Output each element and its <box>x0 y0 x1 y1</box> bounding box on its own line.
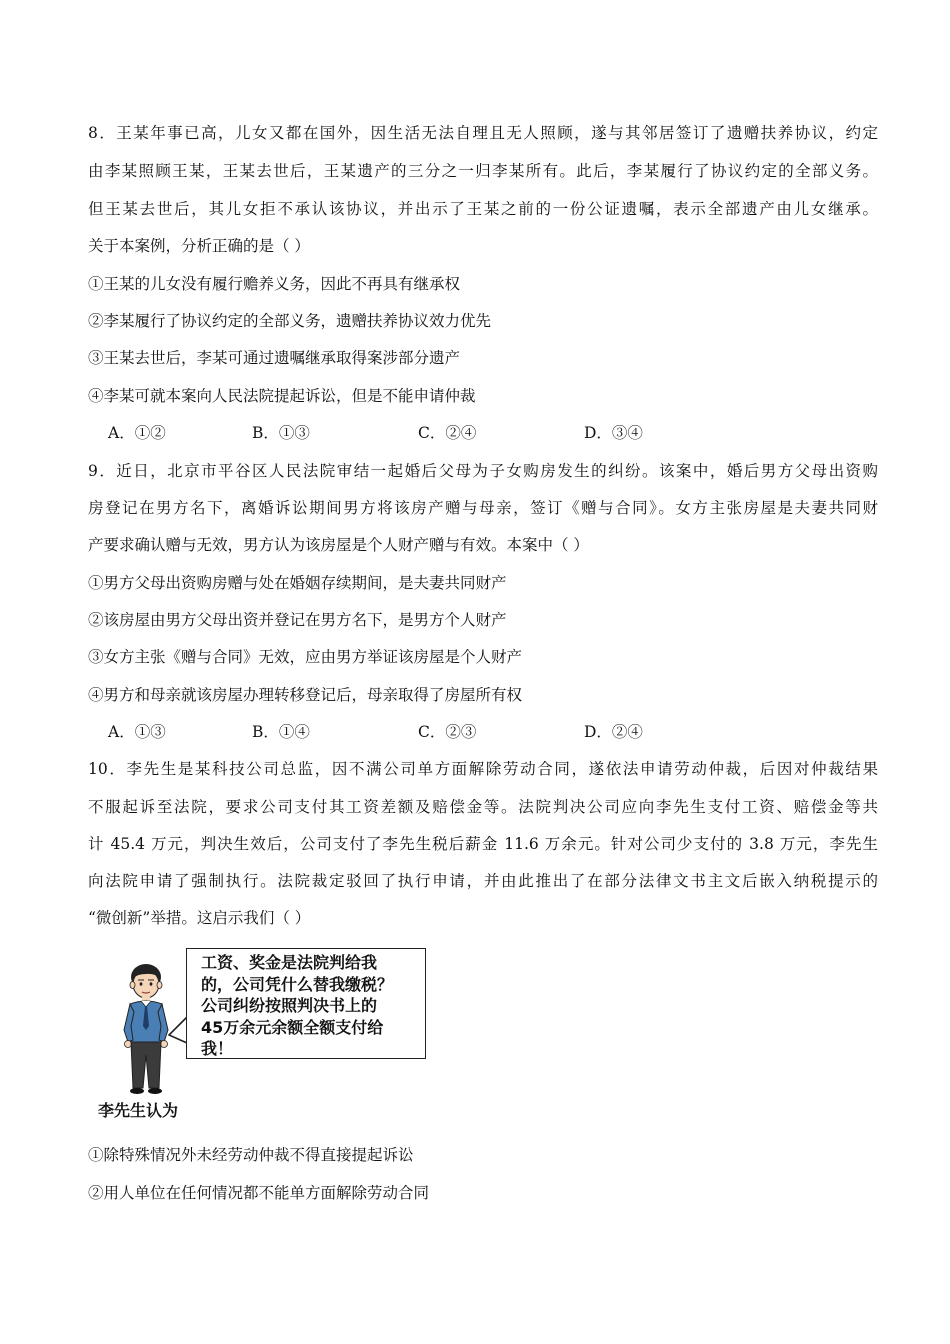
q10-line-1: 10．李先生是某科技公司总监，因不满公司单方面解除劳动合同，遂依法申请劳动仲裁，后因对仲裁结果 <box>88 760 878 778</box>
q8-option-c[interactable]: C．②④ <box>418 424 477 442</box>
q10-statement-1: ①除特殊情况外未经劳动仲裁不得直接提起诉讼 <box>88 1146 414 1164</box>
bubble-line-3: 公司纠纷按照判决书上的 <box>201 996 378 1015</box>
q8-statement-4: ④李某可就本案向人民法院提起诉讼，但是不能申请仲裁 <box>88 387 476 405</box>
speech-bubble <box>186 948 426 1059</box>
q8-statement-3: ③王某去世后，李某可通过遗嘱继承取得案涉部分遗产 <box>88 349 461 367</box>
q8-option-b[interactable]: B．①③ <box>252 424 310 442</box>
q9-line-2: 房登记在男方名下，离婚诉讼期间男方将该房产赠与母亲，签订《赠与合同》。女方主张房屋是夫妻共同财 <box>88 499 878 517</box>
bubble-line-1: 工资、奖金是法院判给我 <box>201 953 378 972</box>
q8-line-2: 由李某照顾王某，王某去世后，王某遗产的三分之一归李某所有。此后，李某履行了协议约定的全部义务。 <box>88 162 878 180</box>
q10-statement-2: ②用人单位在任何情况都不能单方面解除劳动合同 <box>88 1184 430 1202</box>
q9-options <box>0 722 950 742</box>
q8-line-4: 关于本案例，分析正确的是（ ） <box>88 237 310 255</box>
q10-line-5: “微创新”举措。这启示我们（ ） <box>88 909 311 927</box>
speech-bubble-text <box>201 952 421 1060</box>
figure-caption: 李先生认为 <box>98 1101 179 1120</box>
q8-option-d[interactable]: D．③④ <box>584 424 643 442</box>
q10-line-4: 向法院申请了强制执行。法院裁定驳回了执行申请，并由此推出了在部分法律文书主文后嵌入纳税提示的 <box>88 872 878 890</box>
q8-options <box>0 423 950 443</box>
cartoon-figure <box>88 945 448 1130</box>
q8-line-3: 但王某去世后，其儿女拒不承认该协议，并出示了王某之前的一份公证遗嘱，表示全部遗产由儿女继承。 <box>88 200 878 218</box>
q8-line-1: 8．王某年事已高，儿女又都在国外，因生活无法自理且无人照顾，遂与其邻居签订了遗赠扶养协议，约定 <box>88 124 878 142</box>
q9-option-d[interactable]: D．②④ <box>584 723 643 741</box>
bubble-line-2: 的，公司凭什么替我缴税？ <box>201 974 394 994</box>
q9-statement-4: ④男方和母亲就该房屋办理转移登记后，母亲取得了房屋所有权 <box>88 686 523 704</box>
q9-line-1: 9．近日，北京市平谷区人民法院审结一起婚后父母为子女购房发生的纠纷。该案中，婚后男方父母出资购 <box>88 462 878 480</box>
q9-statement-2: ②该房屋由男方父母出资并登记在男方名下，是男方个人财产 <box>88 611 507 629</box>
q10-line-3: 计 45.4 万元，判决生效后，公司支付了李先生税后薪金 11.6 万余元。针对公司少支付的 3.8 万元，李先生 <box>88 835 878 853</box>
q8-statement-1: ①王某的儿女没有履行赡养义务，因此不再具有继承权 <box>88 275 461 293</box>
q9-statement-1: ①男方父母出资购房赠与处在婚姻存续期间，是夫妻共同财产 <box>88 574 507 592</box>
bubble-line-4: 45万余元余额全额支付给 <box>201 1017 384 1037</box>
q9-statement-3: ③女方主张《赠与合同》无效，应由男方举证该房屋是个人财产 <box>88 648 523 666</box>
q8-option-a[interactable]: A．①② <box>108 424 166 442</box>
q9-option-a[interactable]: A．①③ <box>108 723 166 741</box>
q9-option-b[interactable]: B．①④ <box>252 723 310 741</box>
q9-option-c[interactable]: C．②③ <box>418 723 477 741</box>
bubble-line-5: 我！ <box>201 1039 234 1058</box>
q10-line-2: 不服起诉至法院，要求公司支付其工资差额及赔偿金等。法院判决公司应向李先生支付工资、赔偿金等共 <box>88 798 878 816</box>
q8-statement-2: ②李某履行了协议约定的全部义务，遗赠扶养协议效力优先 <box>88 312 492 330</box>
q9-line-3: 产要求确认赠与无效，男方认为该房屋是个人财产赠与有效。本案中（ ） <box>88 536 589 554</box>
man-illustration-icon <box>116 960 176 1100</box>
